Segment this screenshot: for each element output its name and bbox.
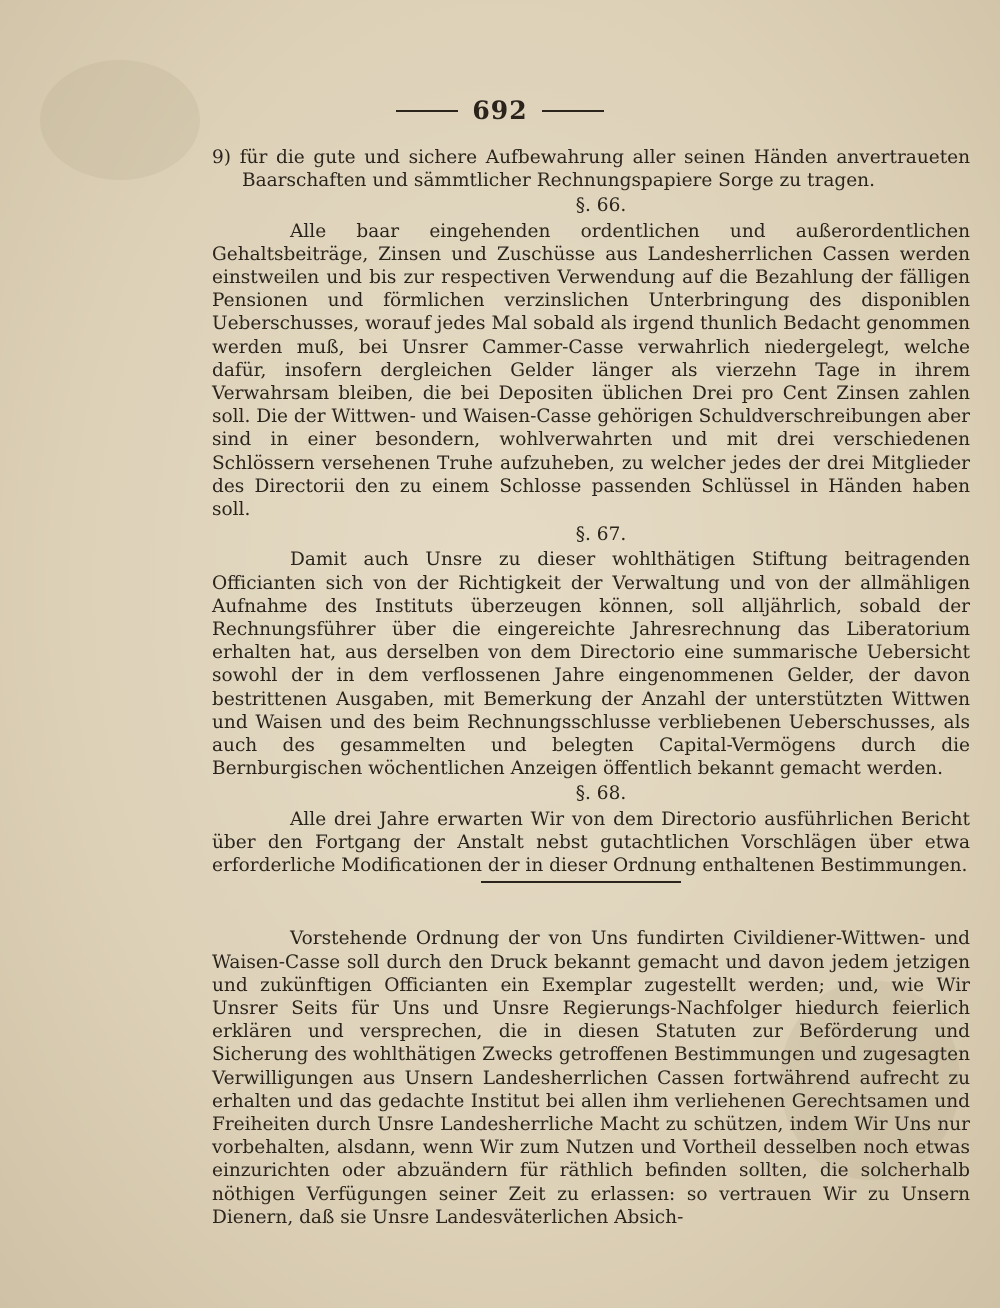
page-body: [212, 146, 970, 1229]
header-rule-left: [396, 110, 458, 112]
section-67-text: Damit auch Unsre zu dieser wohlthätigen Stiftung beitragenden Officianten sich von der Richtigkeit der Verwaltung und von der allmähligen Aufnahme des Instituts überzeugen können, soll alljährlich, sobald der Rechnungsführer über die eingereichte Jahresrechnung das Liberatorium erhalten hat, aus derselben von dem Directorio eine summarische Uebersicht sowohl der in dem verflossenen Jahre eingenommenen Gelder, der davon bestrittenen Ausgaben, mit Bemerkung der Anzahl der unterstützten Wittwen und Waisen und des beim Rechnungsschlusse verbliebenen Ueberschusses, als auch des gesammelten und belegten Capital-Vermögens durch die Bernburgischen wöchentlichen Anzeigen öffentlich bekannt gemacht werden.: [212, 549, 970, 780]
list-item-9: 9) für die gute und sichere Aufbewahrung aller seinen Händen anvertraueten Baarschaften und sämmtlicher Rechnungspapiere Sorge zu tragen.: [212, 147, 970, 192]
section-heading-66: §. 66.: [575, 195, 627, 217]
closing-paragraph: Vorstehende Ordnung der von Uns fundirten Civildiener-Wittwen- und Waisen-Casse soll durch den Druck bekannt gemacht und davon jedem jetzigen und zukünftigen Officianten ein Exemplar zugestellt werden; und, wie Wir Unsrer Seits für Uns und Unsre Regierungs-Nachfolger hiedurch feierlich erklären und versprechen, die in diesen Statuten zur Beförderung und Sicherung des wohlthätigen Zwecks getroffenen Bestimmungen und zugesagten Verwilligungen aus Unsern Landesherrlichen Cassen fortwährend aufrecht zu erhalten und das gedachte Institut bei allen ihm verliehenen Gerechtsamen und Freiheiten durch Unsre Landesherrliche Macht zu schützen, indem Wir Uns nur vorbehalten, alsdann, wenn Wir zum Nutzen und Vortheil desselben noch etwas einzurichten oder abzuändern für räthlich befinden sollten, die solcherhalb nöthigen Verfügungen seiner Zeit zu erlassen: so vertrauen Wir zu Unsern Dienern, daß sie Unsre Landesväterlichen Absich-: [212, 928, 970, 1228]
section-divider: [481, 881, 681, 883]
page-header: [0, 96, 1000, 125]
header-rule-right: [542, 110, 604, 112]
section-66-text: Alle baar eingehenden ordentlichen und außerordentlichen Gehaltsbeiträge, Zinsen und Zuschüsse aus Landesherrlichen Cassen werden einstweilen und bis zur respectiven Verwendung auf die Bezahlung der fälligen Pensionen und förmlichen verzinslichen Unterbringung des disponiblen Ueberschusses, worauf jedes Mal sobald als irgend thunlich Bedacht genommen werden muß, bei Unsrer Cammer-Casse verwahrlich niedergelegt, welche dafür, insofern dergleichen Gelder länger als vierzehn Tage in ihrem Verwahrsam bleiben, die bei Depositen üblichen Drei pro Cent Zinsen zahlen soll. Die der Wittwen- und Waisen-Casse gehörigen Schuldverschreibungen aber sind in einer besondern, wohlverwahrten und mit drei verschiedenen Schlössern versehenen Truhe aufzuheben, zu welcher jedes der drei Mitglieder des Directorii den zu einem Schlosse passenden Schlüssel in Händen haben soll.: [212, 220, 970, 521]
section-heading-68: §. 68.: [575, 783, 627, 805]
section-68-text: Alle drei Jahre erwarten Wir von dem Directorio ausführlichen Bericht über den Fortgang der Anstalt nebst gutachtlichen Vorschlägen über etwa erforderliche Modificationen der in dieser Ordnung enthaltenen Bestimmungen.: [212, 808, 970, 877]
section-heading-67: §. 67.: [575, 524, 627, 546]
page-number: 692: [472, 96, 528, 125]
